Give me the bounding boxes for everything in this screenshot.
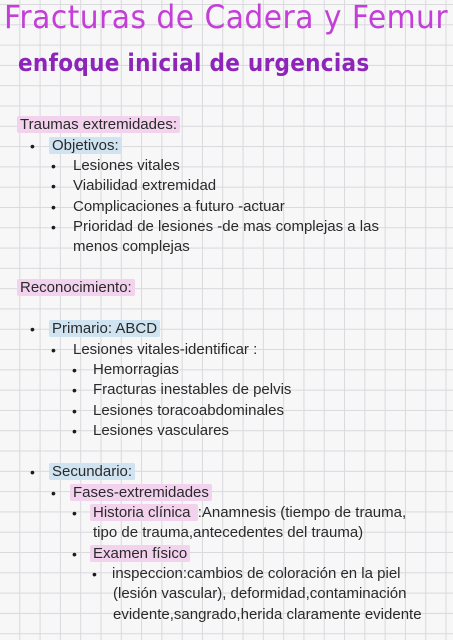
list-item: inspeccion:cambios de coloración en la piel <box>112 565 401 582</box>
bullet: • <box>72 423 77 439</box>
bullet: • <box>30 321 35 337</box>
historia-label: Historia clínica <box>90 504 198 521</box>
bullet: • <box>72 403 77 419</box>
list-item: Prioridad de lesiones -de mas complejas a las <box>73 218 379 235</box>
bullet: • <box>51 199 56 215</box>
list-item: Viabilidad extremidad <box>73 177 217 194</box>
list-item: Fracturas inestables de pelvis <box>93 381 292 398</box>
list-item-historia <box>90 503 406 523</box>
list-item: Lesiones vasculares <box>93 422 229 439</box>
list-item-continuation: (lesión vascular), deformidad,contaminación <box>113 585 407 602</box>
bullet: • <box>72 546 77 562</box>
bullet: • <box>51 342 56 358</box>
list-item: Complicaciones a futuro -actuar <box>73 198 285 215</box>
objetivos-label: Objetivos: <box>49 137 122 154</box>
heading-text: Traumas extremidades: <box>17 116 180 133</box>
bullet: • <box>30 464 35 480</box>
bullet: • <box>51 158 56 174</box>
bullet: • <box>51 178 56 194</box>
section-heading-traumas <box>17 115 180 135</box>
secundario-label: Secundario: <box>49 463 135 480</box>
bullet: • <box>72 505 77 521</box>
list-item-continuation: menos complejas <box>73 238 190 255</box>
section-heading-reconocimiento <box>17 278 135 298</box>
list-item-continuation: tipo de trauma,antecedentes del trauma) <box>93 524 364 541</box>
list-item: Hemorragias <box>93 361 179 378</box>
page-subtitle: enfoque inicial de urgencias <box>18 49 370 77</box>
list-item-fases <box>70 483 212 503</box>
bullet: • <box>51 219 56 235</box>
list-item-primario <box>49 319 160 339</box>
heading-text: Reconocimiento: <box>17 279 135 296</box>
primario-label: Primario: ABCD <box>49 320 160 337</box>
bullet: • <box>51 485 56 501</box>
list-item: Lesiones vitales <box>73 157 180 174</box>
fases-label: Fases-extremidades <box>70 484 212 501</box>
list-item: Lesiones vitales-identificar : <box>73 341 258 358</box>
bullet: • <box>72 382 77 398</box>
list-item-examen <box>90 544 190 564</box>
list-item-objetivos <box>49 136 122 156</box>
bullet: • <box>30 138 35 154</box>
bullet: • <box>92 566 97 582</box>
list-item: Lesiones toracoabdominales <box>93 402 284 419</box>
historia-text: :Anamnesis (tiempo de trauma, <box>197 504 407 521</box>
list-item-secundario <box>49 462 135 482</box>
list-item-continuation: evidente,sangrado,herida claramente evidente <box>113 606 422 623</box>
page-title: Fracturas de Cadera y Femur <box>4 0 449 36</box>
examen-label: Examen físico <box>90 545 190 562</box>
bullet: • <box>72 362 77 378</box>
